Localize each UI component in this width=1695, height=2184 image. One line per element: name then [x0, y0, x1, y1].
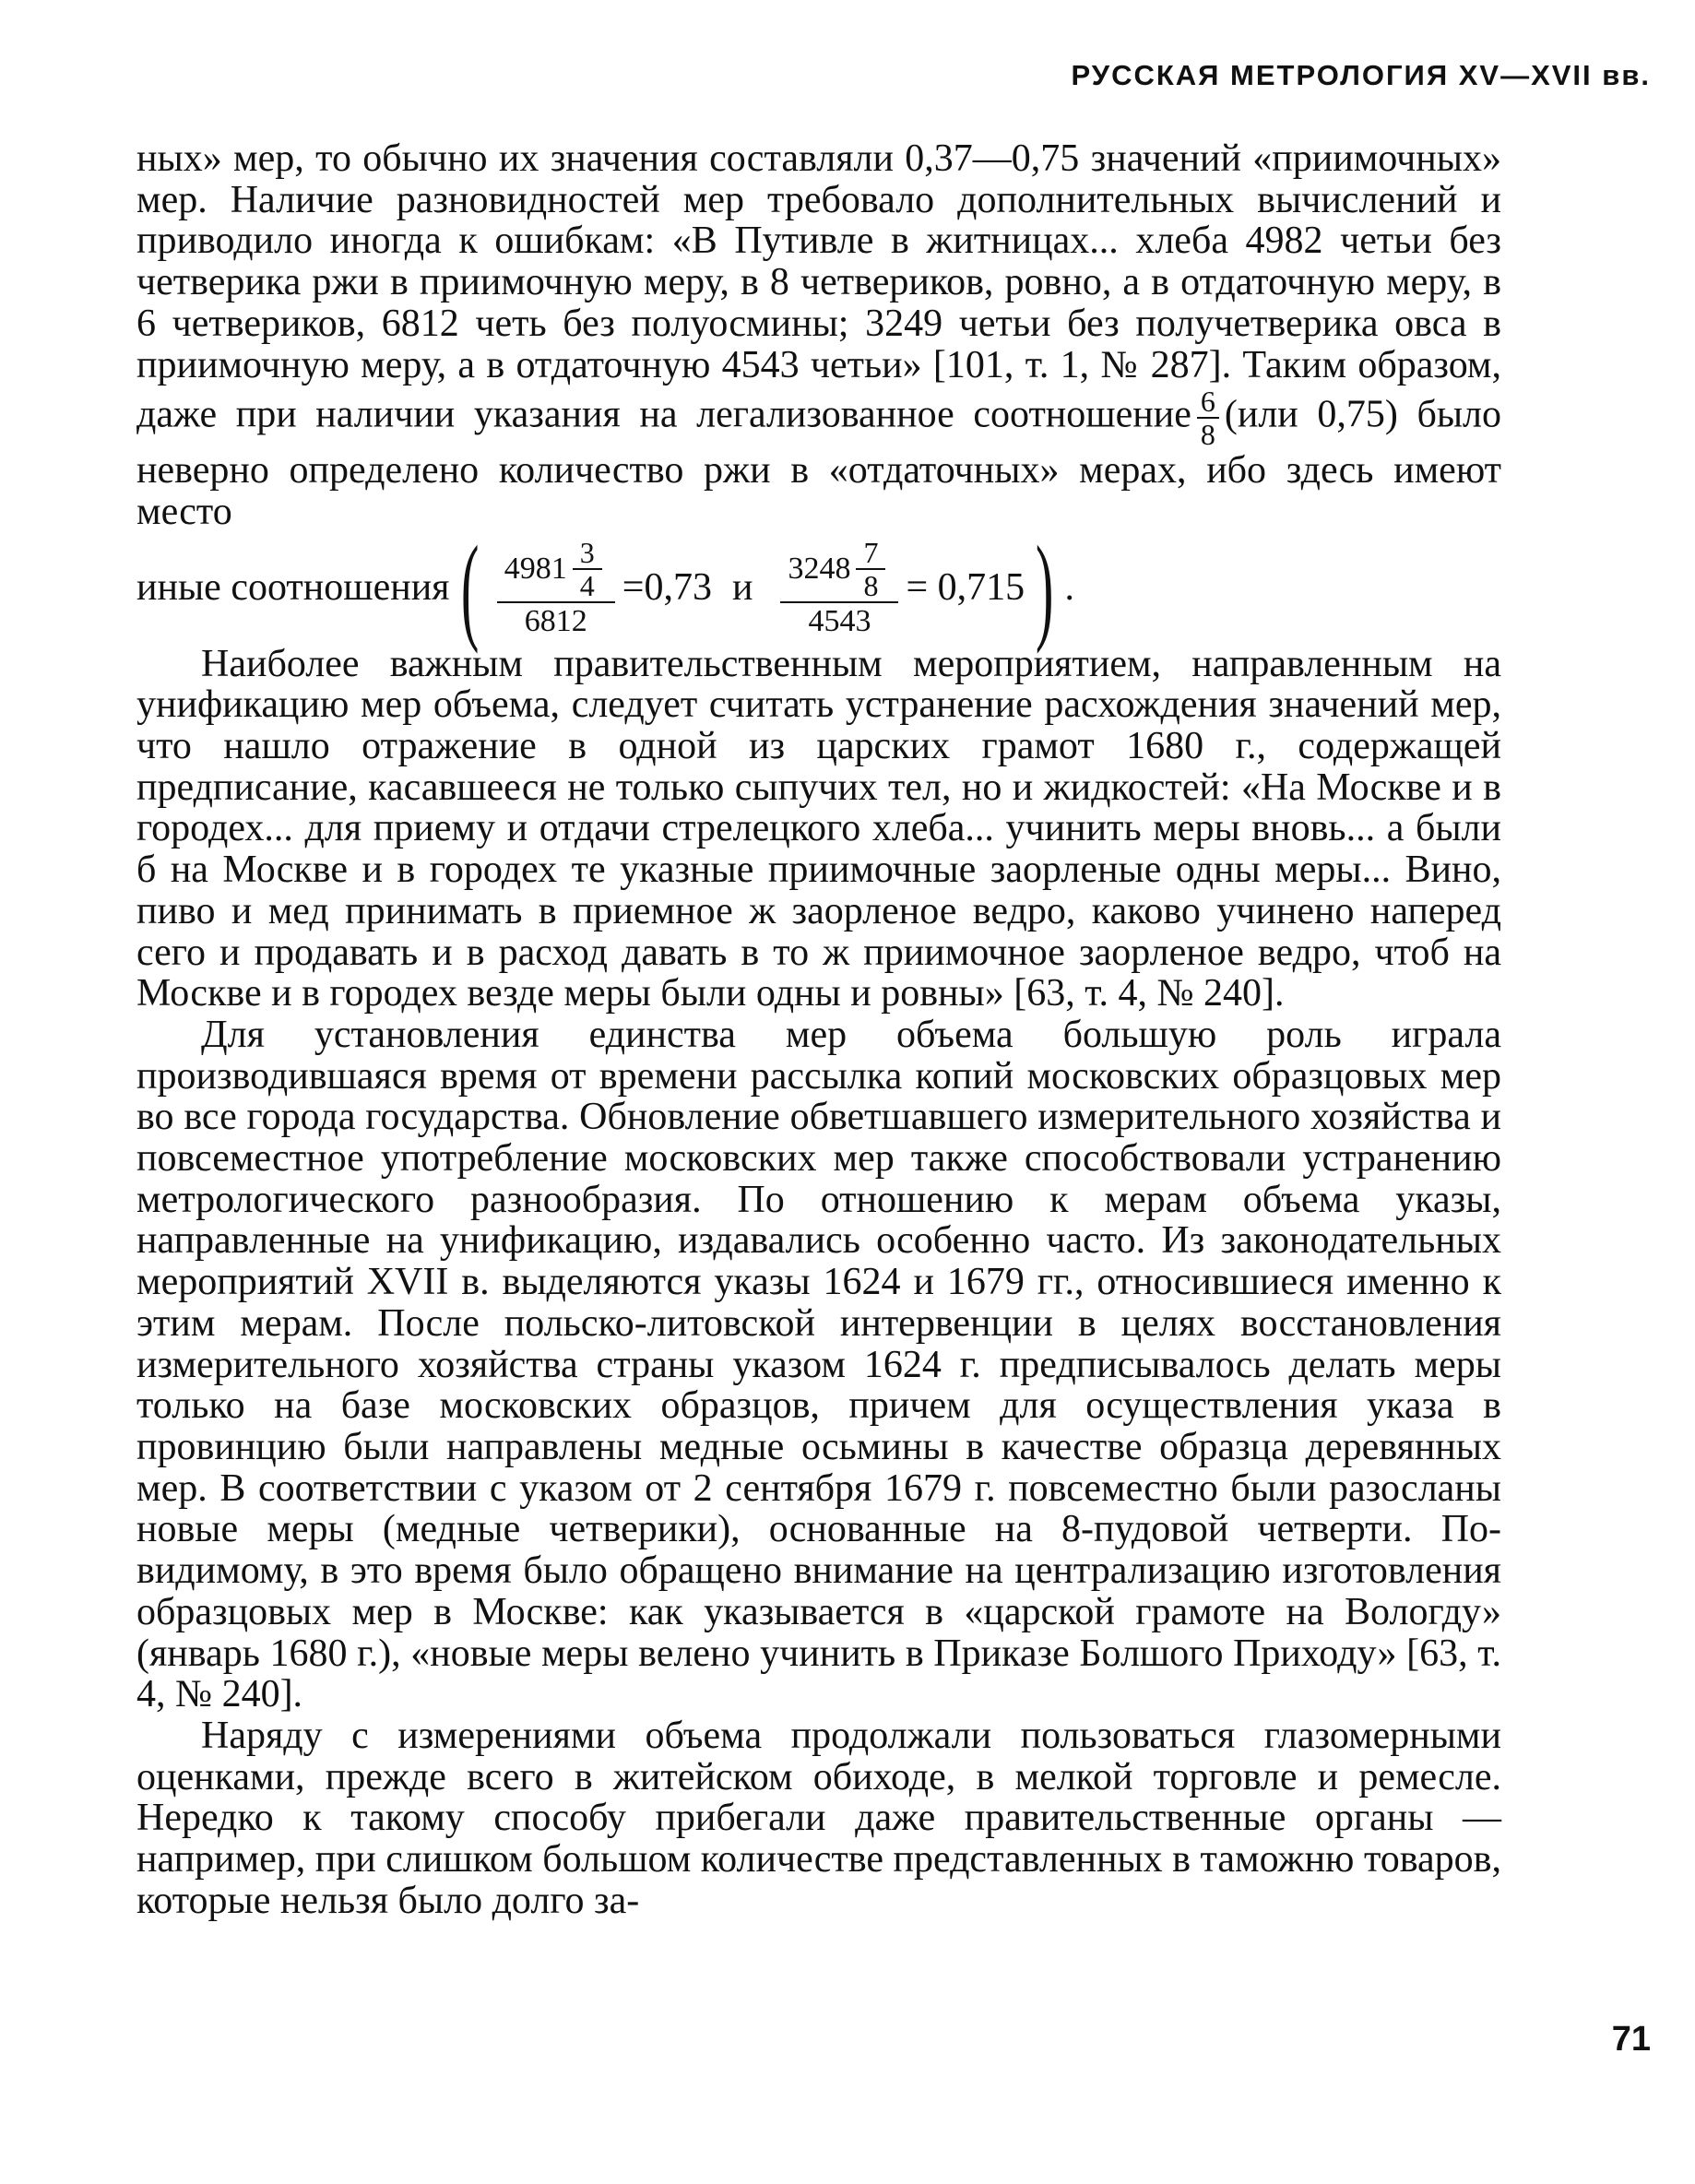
left-parenthesis: (	[460, 521, 479, 655]
formula-result-1: =0,73	[622, 566, 712, 610]
paragraph-4: Наряду с измерениями объема продолжали пользоваться глазомерными оценками, прежде всего в житейском обиходе, в мелкой торговле и ремесле. Нередко к такому способу прибегали даже правительственные органы — например, при слишком большом количестве представленных в таможню товаров, которые нельзя было долго за-	[136, 1714, 1501, 1922]
formula-and: и	[731, 566, 753, 610]
formula-line	[136, 521, 1501, 655]
paragraph-1-text: ных» мер, то обычно их значения составляли 0,37—0,75 значений «приимочных» мер. Наличие разновидностей мер требовало дополнительных вычислений и приводило иногда к ошибкам: «В Путивле в житницах... хлеба 4982 четьи без четверика ржи в приимочную меру, в 8 четвериков, ровно, а в отдаточную меру, в 6 четвериков, 6812 четь без полуосмины; 3249 четьи без получетверика овса в приимочную меру, а в отдаточную 4543 четьи» [101, т. 1, № 287]. Таким образом, даже при наличии указания на легализованное соотношение	[136, 137, 1501, 436]
formula-fraction-1: 4981 $\frac{3}{4}$ 6812	[497, 537, 615, 640]
paragraph-1	[136, 138, 1501, 533]
paragraph-1-continuation: (или 0,75) было неверно определено количество ржи в «отдаточных» мерах, ибо здесь имеют место	[136, 393, 1501, 533]
running-header: РУССКАЯ МЕТРОЛОГИЯ XV—XVII вв.	[1071, 59, 1651, 91]
right-parenthesis: )	[1036, 521, 1054, 655]
formula-end: .	[1064, 566, 1074, 610]
formula-fraction-2: 3248 $\frac{7}{8}$ 4543	[780, 537, 898, 640]
formula-label: иные соотношения	[136, 566, 450, 610]
body-text	[136, 138, 1501, 1921]
formula-result-2: = 0,715	[906, 566, 1025, 610]
page-number: 71	[1611, 2020, 1651, 2059]
fraction-six-eighths: $\frac{6}{8}$	[1197, 386, 1219, 450]
paragraph-2: Наиболее важным правительственным мероприятием, направленным на унификацию мер объема, следует считать устранение расхождения значений мер, что нашло отражение в одной из царских грамот 1680 г., содержащей предписание, касавшееся не только сыпучих тел, но и жидкостей: «На Москве и в городех... для приему и отдачи стрелецкого хлеба... учинить меры вновь... а были б на Москве и в городех те указные приимочные заорленые одны меры... Вино, пиво и мед принимать в приемное ж заорленое ведро, каково учинено наперед сего и продавать и в расход давать в то ж приимочное заорленое ведро, чтоб на Москве и в городех везде меры были одны и ровны» [63, т. 4, № 240].	[136, 642, 1501, 1015]
paragraph-3: Для установления единства мер объема большую роль играла производившаяся время от времени рассылка копий московских образцовых мер во все города государства. Обновление обветшавшего измерительного хозяйства и повсеместное употребление московских мер также способствовали устранению метрологического разнообразия. По отношению к мерам объема указы, направленные на унификацию, издавались особенно часто. Из законодательных мероприятий XVII в. выделяются указы 1624 и 1679 гг., относившиеся именно к этим мерам. После польско-литовской интервенции в целях восстановления измерительного хозяйства страны указом 1624 г. предписывалось делать меры только на базе московских образцов, причем для осуществления указа в провинцию были направлены медные осьмины в качестве образца деревянных мер. В соответствии с указом от 2 сентября 1679 г. повсеместно были разосланы новые меры (медные четверики), основанные на 8-пудовой четверти. По-видимому, в это время было обращено внимание на централизацию изготовления образцовых мер в Москве: как указывается в «царской грамоте на Вологду» (январь 1680 г.), «новые меры велено учинить в Приказе Болшого Приходу» [63, т. 4, № 240].	[136, 1013, 1501, 1716]
